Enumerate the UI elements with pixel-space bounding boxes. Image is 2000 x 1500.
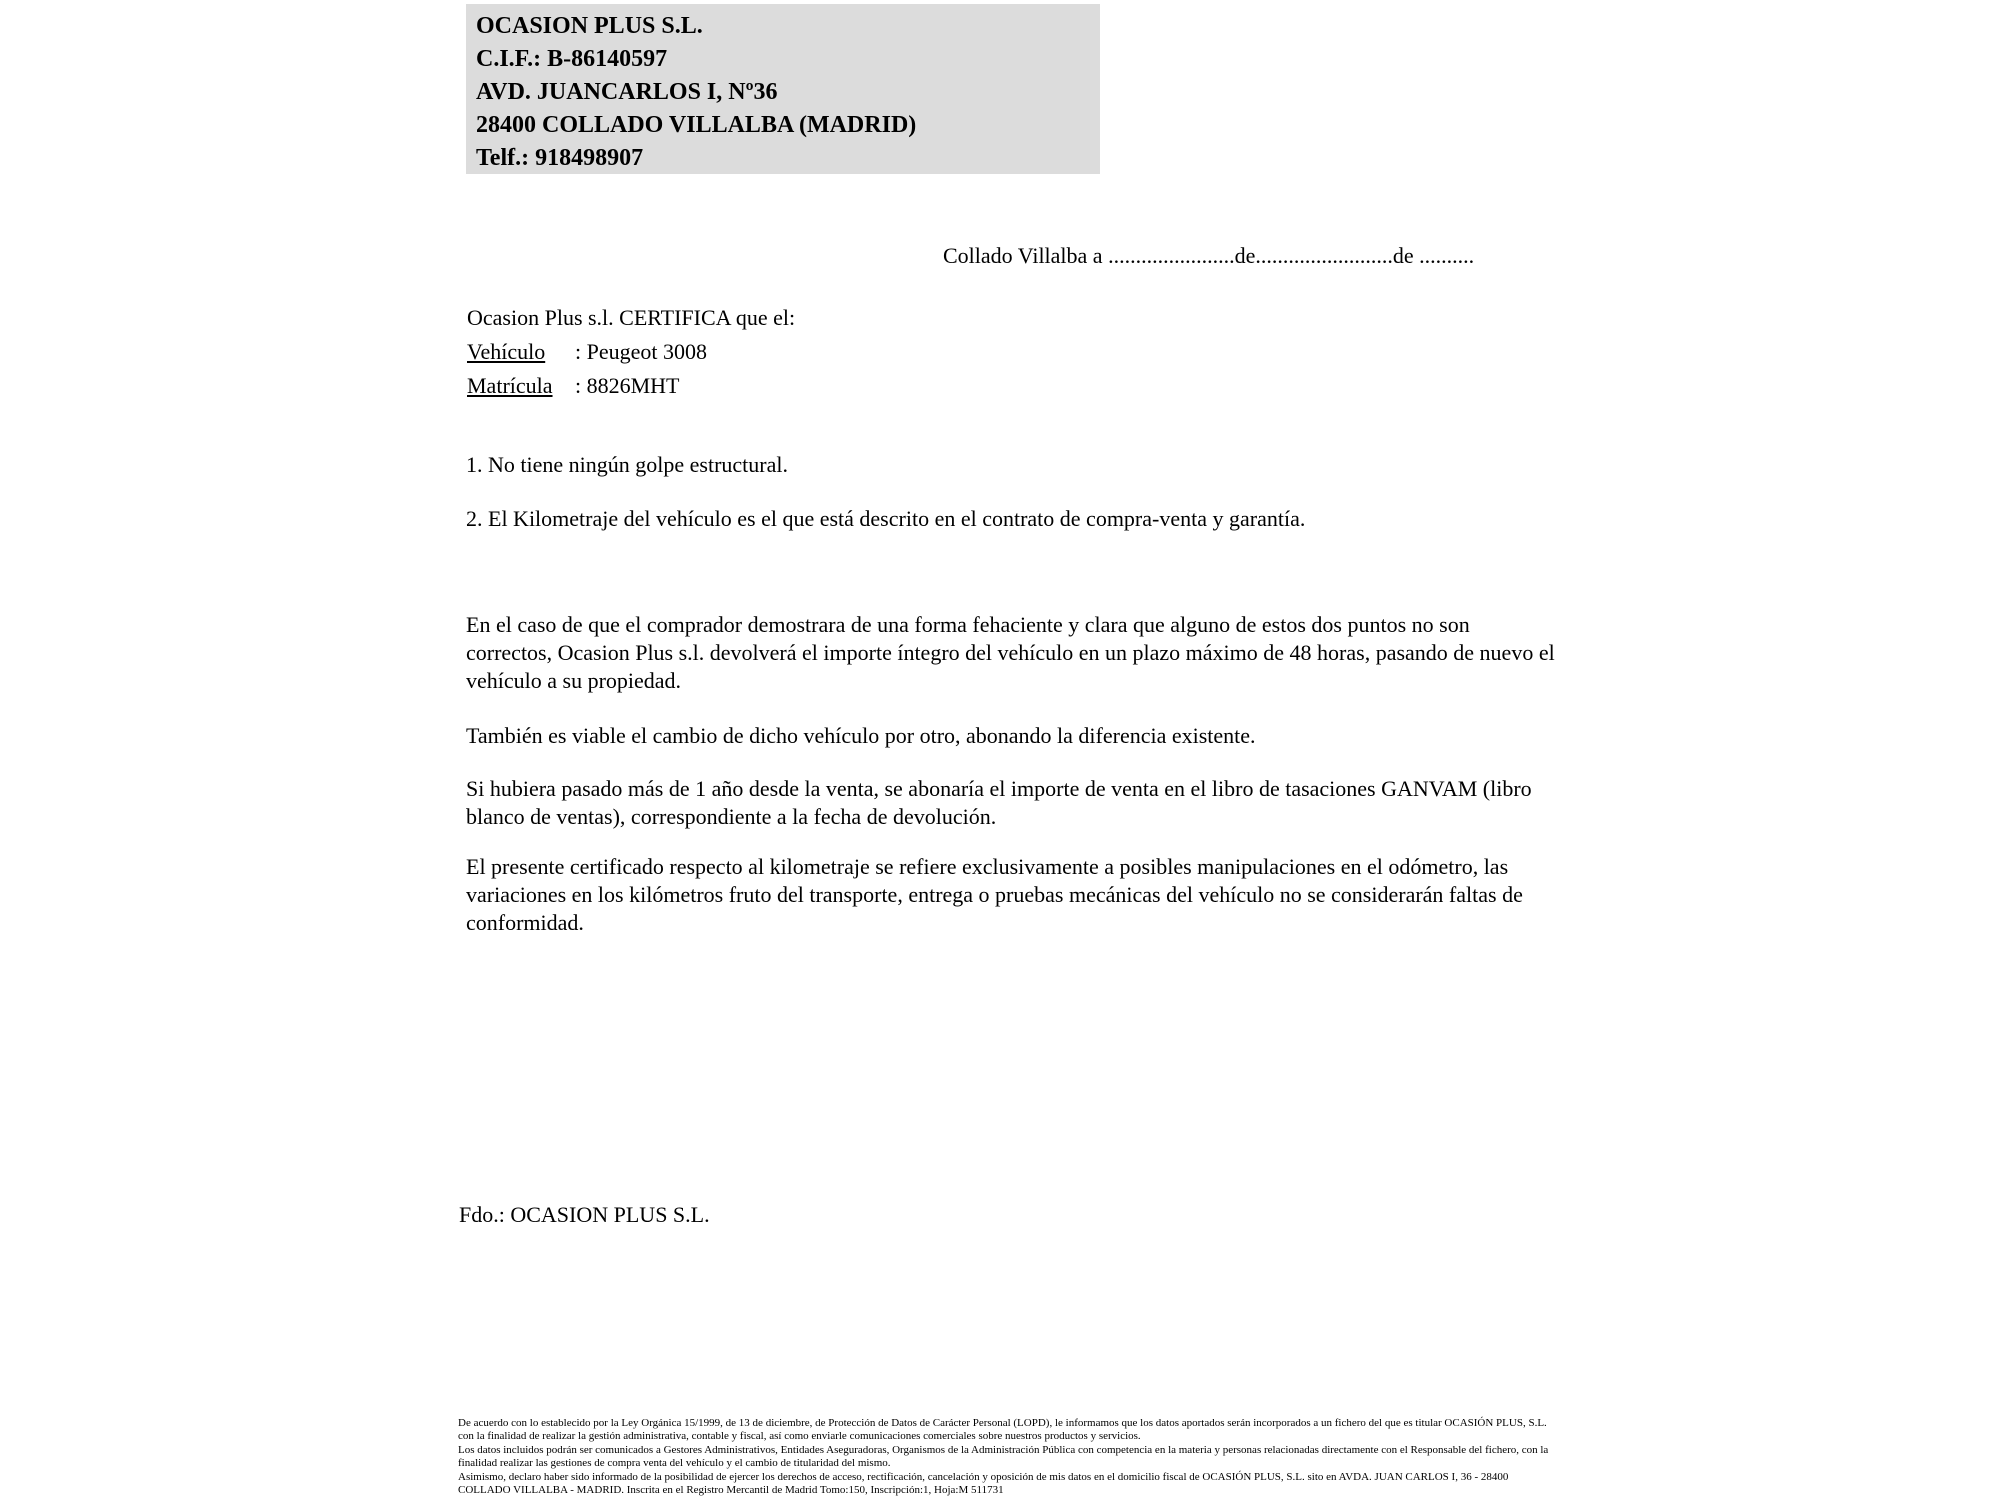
certification-intro: Ocasion Plus s.l. CERTIFICA que el: <box>467 305 796 330</box>
company-name: OCASION PLUS S.L. <box>476 13 703 39</box>
company-header-box <box>466 4 1100 174</box>
vehicle-value: : Peugeot 3008 <box>575 339 707 364</box>
legal-paragraph-rights: Asimismo, declaro haber sido informado de la posibilidad de ejercer los derechos de acceso, rectificación, cancelación y oposición de mis datos en el domicilio fiscal de OCASIÓN PLUS, S.L. sito en AVDA. JUAN CARLOS I, 36 - 28400 COLLADO VILLALBA - MADRID. Inscrita en el Registro Mercantil de Madrid Tomo:150, Inscripción:1, Hoja:M 511731 <box>458 1470 1509 1497</box>
signature-line: Fdo.: OCASION PLUS S.L. <box>459 1202 710 1227</box>
condition-point-2: 2. El Kilometraje del vehículo es el que está descrito en el contrato de compra-venta y garantía. <box>466 506 1306 531</box>
condition-point-1: 1. No tiene ningún golpe estructural. <box>466 452 788 477</box>
legal-paragraph-lopd: De acuerdo con lo establecido por la Ley Orgánica 15/1999, de 13 de diciembre, de Protección de Datos de Carácter Personal (LOPD), le informamos que los datos aportados serán incorporados a un fichero del que es titular OCASIÓN PLUS, S.L. con la finalidad de realizar la gestión administrativa, contable y fiscal, así como enviarle comunicaciones comerciales sobre nuestros productos y servicios. <box>458 1417 1547 1443</box>
legal-notice <box>458 1417 1558 1497</box>
company-city: 28400 COLLADO VILLALBA (MADRID) <box>476 112 917 138</box>
paragraph-exchange: También es viable el cambio de dicho vehículo por otro, abonando la diferencia existente. <box>466 723 1256 748</box>
legal-paragraph-data-sharing: Los datos incluidos podrán ser comunicados a Gestores Administrativos, Entidades Aseguradoras, Organismos de la Administración Pública con competencia en la materia y personas relacionadas directamente con el Responsable del fichero, con la finalidad realizar las gestiones de compra venta del vehículo y el cambio de titularidad del mismo. <box>458 1443 1549 1470</box>
vehicle-label: Vehículo <box>467 339 546 364</box>
date-line: Collado Villalba a .......................de.........................de .......... <box>943 243 1475 268</box>
company-phone: Telf.: 918498907 <box>476 145 644 171</box>
paragraph-refund: En el caso de que el comprador demostrara de una forma fehaciente y clara que alguno de estos dos puntos no son correctos, Ocasion Plus s.l. devolverá el importe íntegro del vehículo en un plazo máximo de 48 horas, pasando de nuevo el vehículo a su propiedad. <box>466 612 1555 693</box>
certification-block <box>467 301 795 403</box>
plate-value: : 8826MHT <box>575 373 680 398</box>
company-cif: C.I.F.: B-86140597 <box>476 46 668 72</box>
company-address: AVD. JUANCARLOS I, Nº36 <box>476 79 778 105</box>
paragraph-odometer: El presente certificado respecto al kilometraje se refiere exclusivamente a posibles manipulaciones en el odómetro, las variaciones en los kilómetros fruto del transporte, entrega o pruebas mecánicas del vehículo no se considerarán faltas de conformidad. <box>466 854 1523 935</box>
paragraph-ganvam: Si hubiera pasado más de 1 año desde la venta, se abonaría el importe de venta en el libro de tasaciones GANVAM (libro blanco de ventas), correspondiente a la fecha de devolución. <box>466 776 1532 829</box>
vehicle-row <box>467 335 795 369</box>
plate-label: Matrícula <box>467 373 553 398</box>
plate-row <box>467 369 795 403</box>
